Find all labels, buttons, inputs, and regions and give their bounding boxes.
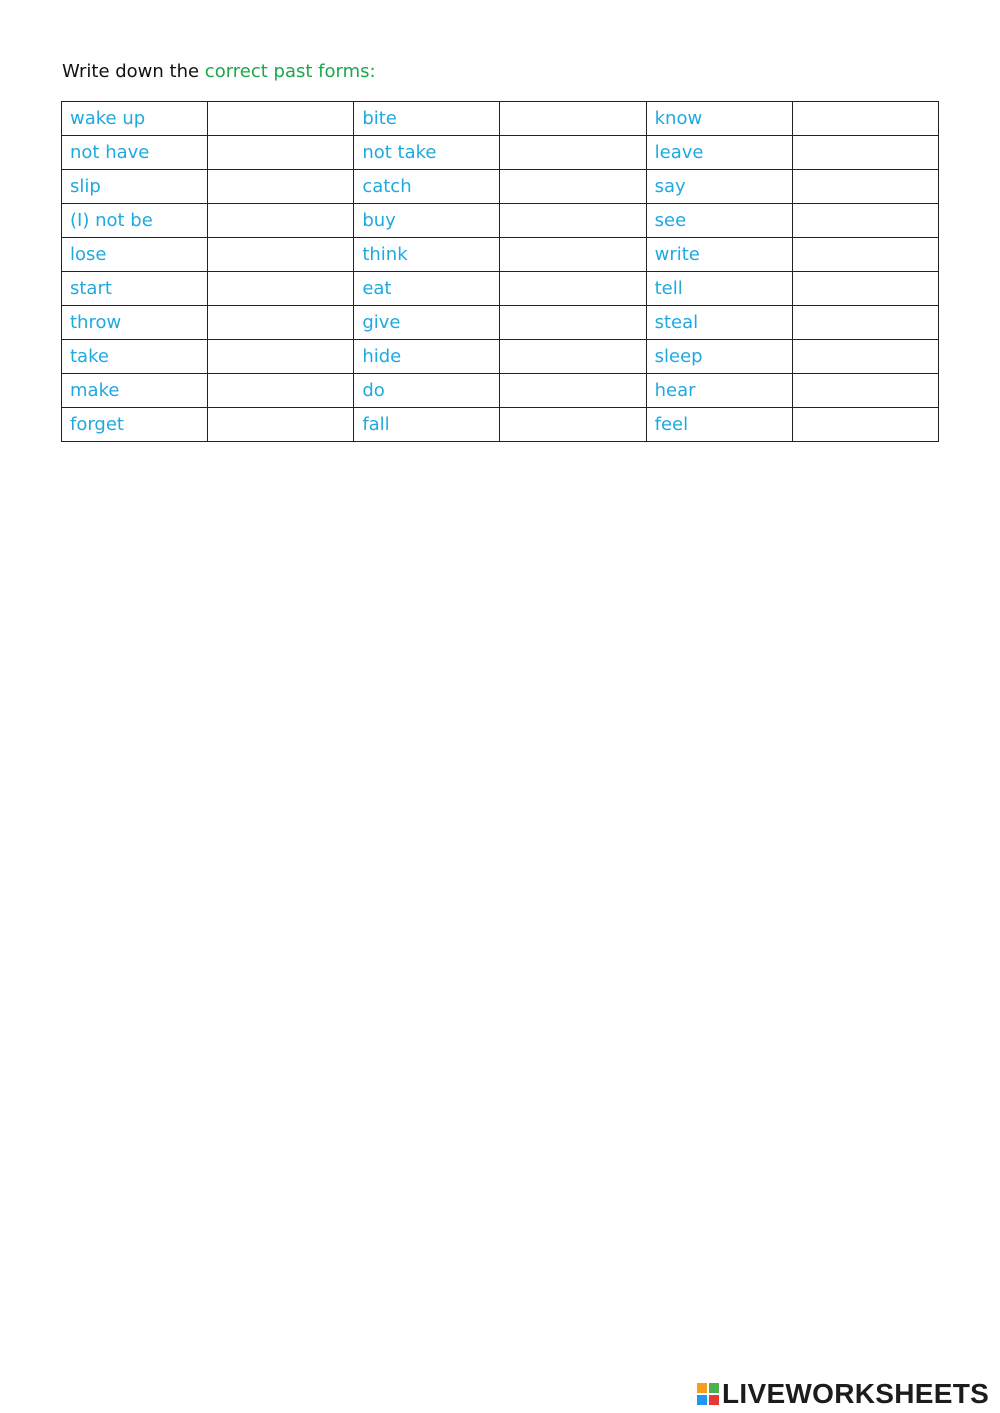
verb-cell: give [354, 306, 500, 340]
verb-cell: sleep [646, 340, 792, 374]
table-row [62, 136, 939, 170]
answer-cell [500, 340, 646, 374]
table-row [62, 340, 939, 374]
answer-input[interactable] [208, 408, 353, 441]
answer-cell [208, 272, 354, 306]
table-row [62, 374, 939, 408]
answer-input[interactable] [208, 374, 353, 407]
answer-input[interactable] [793, 102, 938, 135]
verb-cell: slip [62, 170, 208, 204]
table-row [62, 170, 939, 204]
answer-cell [500, 408, 646, 442]
logo-text: LIVEWORKSHEETS [722, 1378, 990, 1409]
verb-cell: steal [646, 306, 792, 340]
table-row [62, 102, 939, 136]
answer-input[interactable] [500, 374, 645, 407]
answer-cell [500, 238, 646, 272]
verb-cell: eat [354, 272, 500, 306]
verb-cell: forget [62, 408, 208, 442]
verb-cell: take [62, 340, 208, 374]
answer-input[interactable] [793, 408, 938, 441]
verb-table [61, 101, 939, 442]
instruction-highlight: correct past forms: [204, 61, 376, 82]
verb-table-body [62, 102, 939, 442]
answer-cell [208, 408, 354, 442]
table-row [62, 204, 939, 238]
table-row [62, 272, 939, 306]
table-row [62, 306, 939, 340]
liveworksheets-logo-icon [697, 1383, 719, 1405]
verb-cell: feel [646, 408, 792, 442]
answer-cell [208, 374, 354, 408]
table-row [62, 408, 939, 442]
answer-cell [208, 340, 354, 374]
verb-cell: do [354, 374, 500, 408]
verb-cell: start [62, 272, 208, 306]
answer-input[interactable] [208, 204, 353, 237]
answer-input[interactable] [793, 272, 938, 305]
answer-input[interactable] [208, 272, 353, 305]
answer-input[interactable] [500, 136, 645, 169]
verb-cell: say [646, 170, 792, 204]
verb-cell: know [646, 102, 792, 136]
verb-cell: hear [646, 374, 792, 408]
verb-cell: fall [354, 408, 500, 442]
answer-cell [792, 306, 938, 340]
answer-cell [208, 306, 354, 340]
answer-input[interactable] [793, 340, 938, 373]
answer-cell [792, 374, 938, 408]
answer-cell [500, 306, 646, 340]
answer-cell [792, 272, 938, 306]
verb-cell: bite [354, 102, 500, 136]
verb-cell: leave [646, 136, 792, 170]
verb-cell: wake up [62, 102, 208, 136]
table-row [62, 238, 939, 272]
answer-input[interactable] [500, 340, 645, 373]
answer-cell [208, 170, 354, 204]
verb-cell: not have [62, 136, 208, 170]
answer-input[interactable] [208, 170, 353, 203]
instruction-text [62, 61, 376, 82]
answer-input[interactable] [208, 102, 353, 135]
answer-input[interactable] [500, 170, 645, 203]
verb-cell: make [62, 374, 208, 408]
answer-input[interactable] [500, 204, 645, 237]
answer-input[interactable] [208, 340, 353, 373]
verb-cell: hide [354, 340, 500, 374]
answer-input[interactable] [793, 204, 938, 237]
answer-input[interactable] [208, 136, 353, 169]
answer-input[interactable] [793, 136, 938, 169]
answer-cell [208, 136, 354, 170]
answer-cell [792, 170, 938, 204]
answer-cell [792, 408, 938, 442]
answer-input[interactable] [500, 272, 645, 305]
answer-input[interactable] [793, 170, 938, 203]
answer-input[interactable] [793, 374, 938, 407]
answer-input[interactable] [500, 408, 645, 441]
answer-cell [792, 238, 938, 272]
answer-input[interactable] [793, 238, 938, 271]
verb-cell: buy [354, 204, 500, 238]
answer-input[interactable] [208, 238, 353, 271]
answer-cell [792, 204, 938, 238]
verb-cell: lose [62, 238, 208, 272]
verb-cell: tell [646, 272, 792, 306]
answer-cell [792, 340, 938, 374]
answer-cell [500, 272, 646, 306]
verb-cell: not take [354, 136, 500, 170]
answer-cell [500, 170, 646, 204]
instruction-prefix: Write down the [62, 61, 205, 82]
verb-cell: catch [354, 170, 500, 204]
verb-cell: (I) not be [62, 204, 208, 238]
verb-cell: write [646, 238, 792, 272]
verb-cell: think [354, 238, 500, 272]
answer-input[interactable] [208, 306, 353, 339]
answer-cell [500, 374, 646, 408]
answer-input[interactable] [500, 102, 645, 135]
answer-cell [500, 204, 646, 238]
answer-cell [792, 136, 938, 170]
answer-input[interactable] [793, 306, 938, 339]
verb-cell: see [646, 204, 792, 238]
liveworksheets-logo [697, 1378, 989, 1410]
answer-cell [208, 204, 354, 238]
verb-cell: throw [62, 306, 208, 340]
answer-cell [500, 136, 646, 170]
answer-cell [208, 238, 354, 272]
answer-cell [208, 102, 354, 136]
answer-input[interactable] [500, 238, 645, 271]
answer-cell [500, 102, 646, 136]
answer-cell [792, 102, 938, 136]
answer-input[interactable] [500, 306, 645, 339]
